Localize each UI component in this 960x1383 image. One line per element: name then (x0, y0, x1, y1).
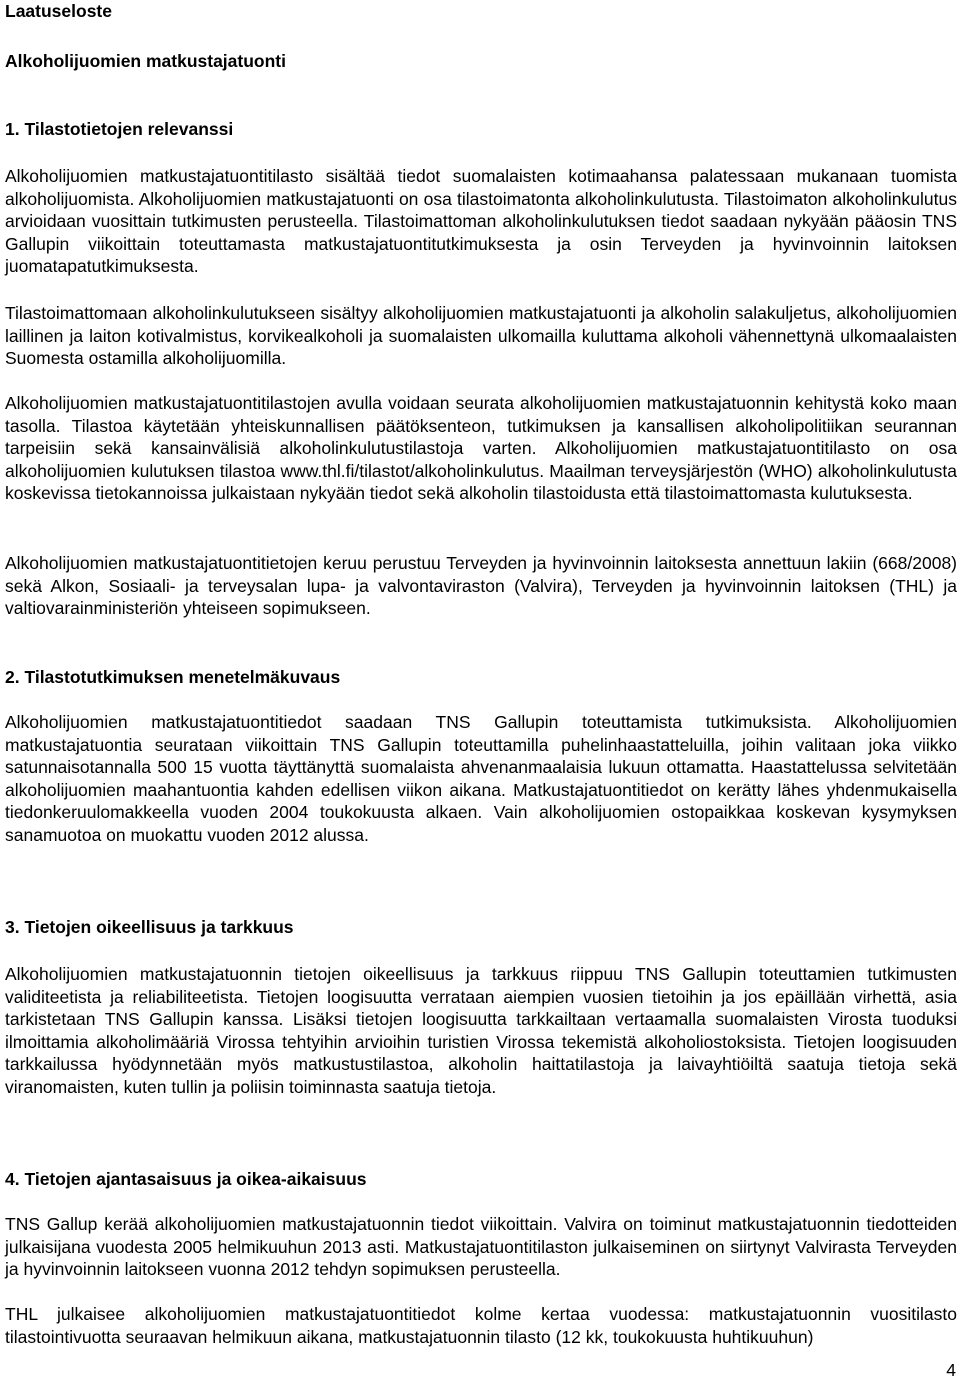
document-title: Laatuseloste (5, 1, 112, 21)
document-subtitle: Alkoholijuomien matkustajatuonti (5, 51, 286, 71)
section-methods (5, 666, 957, 689)
section-methods-para-1 (5, 711, 957, 847)
section-relevance-para-3 (5, 392, 957, 505)
section-relevance (5, 118, 957, 141)
paragraph: TNS Gallup kerää alkoholijuomien matkustajatuonnin tiedot viikoittain. Valvira on toiminut matkustajatuonnin tiedotteiden julkaisijana vuodesta 2005 helmikuuhun 2013 asti. Matkustajatuontitilaston julkaiseminen on siirtynyt Valvirasta Terveyden ja hyvinvoinnin laitokseen vuonna 2012 tehdyn sopimuksen perusteella. (5, 1214, 957, 1280)
section-heading: 4. Tietojen ajantasaisuus ja oikea-aikaisuus (5, 1169, 367, 1189)
section-timeliness-para-1 (5, 1213, 957, 1281)
section-relevance-para-2 (5, 302, 957, 370)
paragraph: Alkoholijuomien matkustajatuontitilasto sisältää tiedot suomalaisten kotimaahansa palatessaan mukanaan tuomista alkoholijuomista. Alkoholijuomien matkustajatuonti on osa tilastoimatonta alkoholinkulutusta. Tilastoimaton alkoholinkulutus arvioidaan vuosittain tutkimusten perusteella. Tilastoimattoman alkoholinkulutuksen tiedot saadaan nykyään pääosin TNS Gallupin viikoittain toteuttamasta matkustajatuontitutkimuksesta ja osin Terveyden ja hyvinvoinnin laitoksen juomatapatutkimuksesta. (5, 166, 957, 277)
section-heading: 2. Tilastotutkimuksen menetelmäkuvaus (5, 667, 341, 687)
section-heading: 3. Tietojen oikeellisuus ja tarkkuus (5, 917, 294, 937)
paragraph: Alkoholijuomien matkustajatuonnin tietojen oikeellisuus ja tarkkuus riippuu TNS Gallupin toteuttamien tutkimusten validiteetista ja reliabiliteetista. Tietojen loogisuutta verrataan aiempien vuosien tietoihin ja jos epäillään virhettä, asia tarkistetaan TNS Gallupin kanssa. Lisäksi tietojen loogisuutta tarkkailtaan vertaamalla suomalaisten Virosta tuoduksi ilmoittamia alkoholimääriä Virossa tehtyihin arvioihin turistien Virossa tekemistä alkoholiostoksista. Tietojen loogisuuden tarkkailussa hyödynnetään myös matkustustilastoa, alkoholin haittatilastoja ja laivayhtiöiltä saatuja tietoja sekä viranomaisten, kuten tullin ja poliisin toiminnasta saatuja tietoja. (5, 964, 957, 1097)
section-relevance-para-4 (5, 552, 957, 620)
section-accuracy (5, 916, 957, 939)
paragraph: Alkoholijuomien matkustajatuontitiedot saadaan TNS Gallupin toteuttamista tutkimuksista. Alkoholijuomien matkustajatuontia seurataan viikoittain TNS Gallupin toteuttamilla puhelinhaastatteluilla, joihin valitaan joka viikko satunnaisotannalla 500 15 vuotta täyttänyttä suomalaista ahvenanmaalaisia lukuun ottamatta. Haastattelussa selvitetään alkoholijuomien maahantuontia kahden edellisen viikon aikana. Matkustajatuontitiedot on kerätty lähes yhdenmukaisella tiedonkeruulomakkeella vuoden 2004 toukokuusta alkaen. Vain alkoholijuomien ostopaikkaa koskevan kysymyksen sanamuotoa on muokattu vuoden 2012 alussa. (5, 712, 957, 845)
section-accuracy-para-1 (5, 963, 957, 1099)
section-relevance-para-1 (5, 165, 957, 278)
section-timeliness (5, 1168, 957, 1191)
paragraph: Alkoholijuomien matkustajatuontitilastojen avulla voidaan seurata alkoholijuomien matkustajatuonnin kehitystä koko maan tasolla. Tilastoa käytetään yhteiskunnallisen päätöksenteon, tutkimuksen ja kansallisen alkoholipolitiikan seurannan tarpeisiin sekä kansainvälisiä alkoholinkulutustilastoja varten. Alkoholijuomien matkustajatuontitilasto on osa alkoholijuomien kulutuksen tilastoa www.thl.fi/tilastot/alkoholinkulutus. Maailman terveysjärjestön (WHO) alkoholinkulutusta koskevissa tietokannoissa julkaistaan nykyään tiedot sekä alkoholin tilastoidusta että tilastoimattomasta kulutuksesta. (5, 393, 957, 504)
section-timeliness-para-2 (5, 1303, 957, 1348)
paragraph: Tilastoimattomaan alkoholinkulutukseen sisältyy alkoholijuomien matkustajatuonti ja alkoholin salakuljetus, alkoholijuomien laillinen ja laiton kotivalmistus, korvikealkoholi ja suomalaisten ulkomailla kuluttama alkoholi vähennettynä ulkomaalaisten Suomesta ostamilla alkoholijuomilla. (5, 303, 957, 369)
paragraph: THL julkaisee alkoholijuomien matkustajatuontitiedot kolme kertaa vuodessa: matkustajatuonnin vuositilasto tilastointivuotta seuraavan helmikuun aikana, matkustajatuonnin tilasto (12 kk, toukokuusta huhtikuuhun) (5, 1304, 957, 1347)
page-number: 4 (946, 1360, 956, 1380)
paragraph: Alkoholijuomien matkustajatuontitietojen keruu perustuu Terveyden ja hyvinvoinnin laitoksesta annettuun lakiin (668/2008) sekä Alkon, Sosiaali- ja terveysalan lupa- ja valvontaviraston (Valvira), Terveyden ja hyvinvoinnin laitoksen (THL) ja valtiovarainministeriön yhteiseen sopimukseen. (5, 553, 957, 619)
section-heading: 1. Tilastotietojen relevanssi (5, 119, 234, 139)
